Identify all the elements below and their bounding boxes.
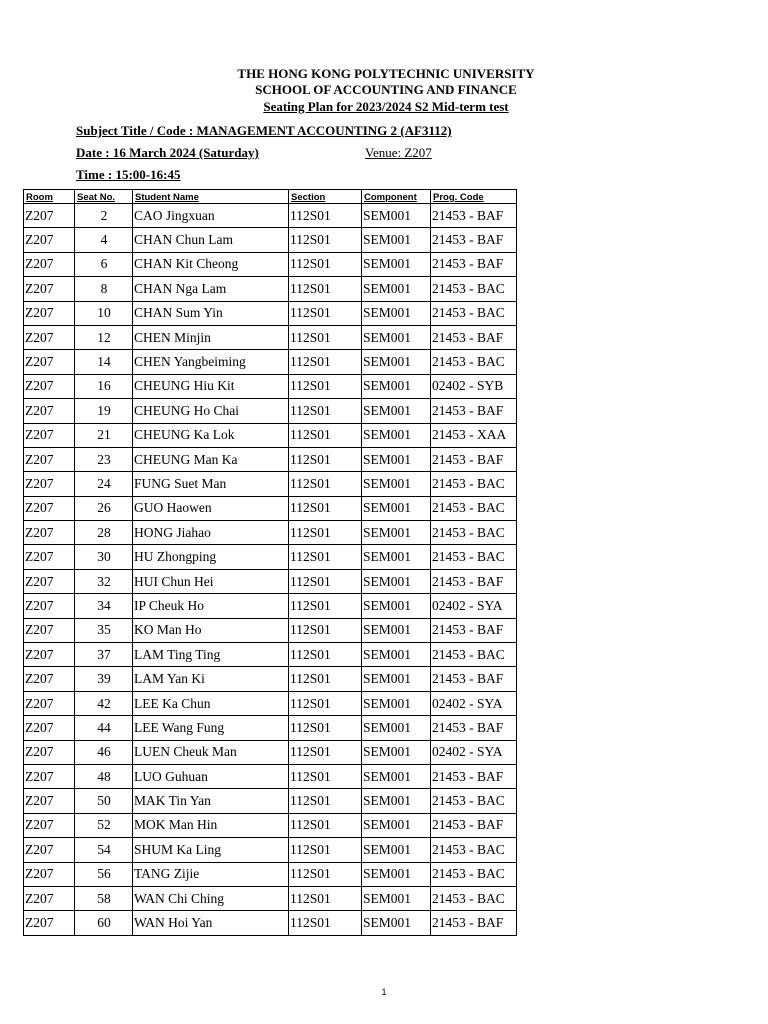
room-cell: Z207 bbox=[24, 789, 75, 813]
table-row bbox=[24, 716, 517, 740]
section-cell: 112S01 bbox=[289, 813, 362, 837]
section-cell: 112S01 bbox=[289, 643, 362, 667]
section-cell: 112S01 bbox=[289, 325, 362, 349]
room-cell: Z207 bbox=[24, 764, 75, 788]
student-name-cell: KO Man Ho bbox=[133, 618, 289, 642]
section-cell: 112S01 bbox=[289, 691, 362, 715]
table-row bbox=[24, 862, 517, 886]
component-cell: SEM001 bbox=[362, 911, 431, 935]
seat-no-cell: 48 bbox=[75, 764, 133, 788]
component-cell: SEM001 bbox=[362, 325, 431, 349]
component-cell: SEM001 bbox=[362, 204, 431, 228]
section-cell: 112S01 bbox=[289, 667, 362, 691]
page-number: 1 bbox=[381, 987, 387, 997]
seat-no-cell: 52 bbox=[75, 813, 133, 837]
room-cell: Z207 bbox=[24, 350, 75, 374]
table-row bbox=[24, 423, 517, 447]
room-cell: Z207 bbox=[24, 472, 75, 496]
room-cell: Z207 bbox=[24, 447, 75, 471]
student-name-cell: HUI Chun Hei bbox=[133, 569, 289, 593]
table-row bbox=[24, 594, 517, 618]
prog-code-cell: 21453 - BAF bbox=[431, 252, 517, 276]
seat-no-cell: 58 bbox=[75, 886, 133, 910]
seat-no-cell: 12 bbox=[75, 325, 133, 349]
component-cell: SEM001 bbox=[362, 277, 431, 301]
table-row bbox=[24, 301, 517, 325]
table-row bbox=[24, 374, 517, 398]
component-cell: SEM001 bbox=[362, 594, 431, 618]
column-header-section: Section bbox=[289, 190, 362, 204]
component-cell: SEM001 bbox=[362, 399, 431, 423]
section-cell: 112S01 bbox=[289, 521, 362, 545]
prog-code-cell: 02402 - SYB bbox=[431, 374, 517, 398]
student-name-cell: IP Cheuk Ho bbox=[133, 594, 289, 618]
section-cell: 112S01 bbox=[289, 740, 362, 764]
section-cell: 112S01 bbox=[289, 569, 362, 593]
seat-no-cell: 14 bbox=[75, 350, 133, 374]
component-cell: SEM001 bbox=[362, 350, 431, 374]
section-cell: 112S01 bbox=[289, 374, 362, 398]
component-cell: SEM001 bbox=[362, 862, 431, 886]
seat-no-cell: 46 bbox=[75, 740, 133, 764]
seat-no-cell: 28 bbox=[75, 521, 133, 545]
room-cell: Z207 bbox=[24, 277, 75, 301]
prog-code-cell: 21453 - BAC bbox=[431, 472, 517, 496]
component-cell: SEM001 bbox=[362, 667, 431, 691]
room-cell: Z207 bbox=[24, 691, 75, 715]
seating-table bbox=[23, 189, 517, 936]
seating-plan-title: Seating Plan for 2023/2024 S2 Mid-term test bbox=[263, 99, 509, 114]
student-name-cell: TANG Zijie bbox=[133, 862, 289, 886]
seat-no-cell: 23 bbox=[75, 447, 133, 471]
room-cell: Z207 bbox=[24, 228, 75, 252]
table-row bbox=[24, 350, 517, 374]
section-cell: 112S01 bbox=[289, 350, 362, 374]
student-name-cell: CHEUNG Ho Chai bbox=[133, 399, 289, 423]
column-header-room: Room bbox=[24, 190, 75, 204]
section-cell: 112S01 bbox=[289, 838, 362, 862]
component-cell: SEM001 bbox=[362, 813, 431, 837]
section-cell: 112S01 bbox=[289, 716, 362, 740]
table-row bbox=[24, 911, 517, 935]
column-header-component: Component bbox=[362, 190, 431, 204]
seat-no-cell: 56 bbox=[75, 862, 133, 886]
prog-code-cell: 21453 - BAF bbox=[431, 204, 517, 228]
student-name-cell: CHAN Kit Cheong bbox=[133, 252, 289, 276]
table-row bbox=[24, 886, 517, 910]
component-cell: SEM001 bbox=[362, 252, 431, 276]
student-name-cell: LUO Guhuan bbox=[133, 764, 289, 788]
prog-code-cell: 21453 - BAC bbox=[431, 277, 517, 301]
student-name-cell: HU Zhongping bbox=[133, 545, 289, 569]
prog-code-cell: 21453 - BAC bbox=[431, 301, 517, 325]
room-cell: Z207 bbox=[24, 569, 75, 593]
prog-code-cell: 21453 - BAC bbox=[431, 886, 517, 910]
table-row bbox=[24, 789, 517, 813]
table-header-row bbox=[24, 190, 517, 204]
table-row bbox=[24, 764, 517, 788]
exam-time: Time : 15:00-16:45 bbox=[76, 167, 181, 182]
student-name-cell: CHEN Yangbeiming bbox=[133, 350, 289, 374]
student-name-cell: CHAN Nga Lam bbox=[133, 277, 289, 301]
table-row bbox=[24, 569, 517, 593]
room-cell: Z207 bbox=[24, 325, 75, 349]
student-name-cell: HONG Jiahao bbox=[133, 521, 289, 545]
table-row bbox=[24, 521, 517, 545]
student-name-cell: WAN Chi Ching bbox=[133, 886, 289, 910]
seat-no-cell: 32 bbox=[75, 569, 133, 593]
room-cell: Z207 bbox=[24, 545, 75, 569]
table-row bbox=[24, 618, 517, 642]
table-row bbox=[24, 399, 517, 423]
prog-code-cell: 21453 - BAC bbox=[431, 643, 517, 667]
seat-no-cell: 44 bbox=[75, 716, 133, 740]
student-name-cell: FUNG Suet Man bbox=[133, 472, 289, 496]
section-cell: 112S01 bbox=[289, 399, 362, 423]
student-name-cell: CHEUNG Hiu Kit bbox=[133, 374, 289, 398]
component-cell: SEM001 bbox=[362, 228, 431, 252]
column-header-seat-no: Seat No. bbox=[75, 190, 133, 204]
seat-no-cell: 50 bbox=[75, 789, 133, 813]
room-cell: Z207 bbox=[24, 496, 75, 520]
column-header-student-name: Student Name bbox=[133, 190, 289, 204]
prog-code-cell: 21453 - BAC bbox=[431, 496, 517, 520]
component-cell: SEM001 bbox=[362, 521, 431, 545]
room-cell: Z207 bbox=[24, 374, 75, 398]
room-cell: Z207 bbox=[24, 594, 75, 618]
component-cell: SEM001 bbox=[362, 716, 431, 740]
prog-code-cell: 21453 - XAA bbox=[431, 423, 517, 447]
table-row bbox=[24, 204, 517, 228]
seat-no-cell: 35 bbox=[75, 618, 133, 642]
component-cell: SEM001 bbox=[362, 301, 431, 325]
student-name-cell: LUEN Cheuk Man bbox=[133, 740, 289, 764]
component-cell: SEM001 bbox=[362, 740, 431, 764]
room-cell: Z207 bbox=[24, 301, 75, 325]
room-cell: Z207 bbox=[24, 521, 75, 545]
subject-title-code: Subject Title / Code : MANAGEMENT ACCOUNTING 2 (AF3112) bbox=[76, 123, 452, 138]
student-name-cell: LAM Ting Ting bbox=[133, 643, 289, 667]
seat-no-cell: 8 bbox=[75, 277, 133, 301]
prog-code-cell: 21453 - BAC bbox=[431, 350, 517, 374]
table-row bbox=[24, 228, 517, 252]
seat-no-cell: 21 bbox=[75, 423, 133, 447]
component-cell: SEM001 bbox=[362, 789, 431, 813]
student-name-cell: CHAN Sum Yin bbox=[133, 301, 289, 325]
room-cell: Z207 bbox=[24, 643, 75, 667]
prog-code-cell: 21453 - BAC bbox=[431, 862, 517, 886]
room-cell: Z207 bbox=[24, 862, 75, 886]
section-cell: 112S01 bbox=[289, 301, 362, 325]
table-row bbox=[24, 277, 517, 301]
prog-code-cell: 02402 - SYA bbox=[431, 740, 517, 764]
component-cell: SEM001 bbox=[362, 886, 431, 910]
seat-no-cell: 2 bbox=[75, 204, 133, 228]
seat-no-cell: 6 bbox=[75, 252, 133, 276]
seat-no-cell: 54 bbox=[75, 838, 133, 862]
component-cell: SEM001 bbox=[362, 423, 431, 447]
section-cell: 112S01 bbox=[289, 862, 362, 886]
prog-code-cell: 21453 - BAF bbox=[431, 716, 517, 740]
section-cell: 112S01 bbox=[289, 447, 362, 471]
component-cell: SEM001 bbox=[362, 545, 431, 569]
section-cell: 112S01 bbox=[289, 911, 362, 935]
component-cell: SEM001 bbox=[362, 618, 431, 642]
prog-code-cell: 21453 - BAC bbox=[431, 521, 517, 545]
prog-code-cell: 21453 - BAF bbox=[431, 569, 517, 593]
room-cell: Z207 bbox=[24, 204, 75, 228]
prog-code-cell: 21453 - BAF bbox=[431, 399, 517, 423]
component-cell: SEM001 bbox=[362, 447, 431, 471]
table-row bbox=[24, 667, 517, 691]
component-cell: SEM001 bbox=[362, 374, 431, 398]
student-name-cell: CAO Jingxuan bbox=[133, 204, 289, 228]
table-row bbox=[24, 325, 517, 349]
component-cell: SEM001 bbox=[362, 472, 431, 496]
exam-date: Date : 16 March 2024 (Saturday) bbox=[76, 145, 259, 160]
table-row bbox=[24, 545, 517, 569]
student-name-cell: CHAN Chun Lam bbox=[133, 228, 289, 252]
seat-no-cell: 26 bbox=[75, 496, 133, 520]
component-cell: SEM001 bbox=[362, 764, 431, 788]
room-cell: Z207 bbox=[24, 813, 75, 837]
room-cell: Z207 bbox=[24, 252, 75, 276]
prog-code-cell: 02402 - SYA bbox=[431, 594, 517, 618]
student-name-cell: LEE Ka Chun bbox=[133, 691, 289, 715]
seat-no-cell: 10 bbox=[75, 301, 133, 325]
student-name-cell: MAK Tin Yan bbox=[133, 789, 289, 813]
prog-code-cell: 21453 - BAC bbox=[431, 838, 517, 862]
seat-no-cell: 42 bbox=[75, 691, 133, 715]
seat-no-cell: 37 bbox=[75, 643, 133, 667]
seat-no-cell: 4 bbox=[75, 228, 133, 252]
room-cell: Z207 bbox=[24, 716, 75, 740]
table-row bbox=[24, 691, 517, 715]
component-cell: SEM001 bbox=[362, 691, 431, 715]
section-cell: 112S01 bbox=[289, 618, 362, 642]
prog-code-cell: 21453 - BAC bbox=[431, 789, 517, 813]
table-row bbox=[24, 252, 517, 276]
prog-code-cell: 21453 - BAF bbox=[431, 667, 517, 691]
table-row bbox=[24, 472, 517, 496]
table-row bbox=[24, 496, 517, 520]
component-cell: SEM001 bbox=[362, 496, 431, 520]
section-cell: 112S01 bbox=[289, 764, 362, 788]
seat-no-cell: 39 bbox=[75, 667, 133, 691]
seat-no-cell: 30 bbox=[75, 545, 133, 569]
prog-code-cell: 21453 - BAF bbox=[431, 764, 517, 788]
seat-no-cell: 16 bbox=[75, 374, 133, 398]
component-cell: SEM001 bbox=[362, 569, 431, 593]
exam-venue: Venue: Z207 bbox=[365, 145, 432, 160]
table-row bbox=[24, 838, 517, 862]
section-cell: 112S01 bbox=[289, 545, 362, 569]
section-cell: 112S01 bbox=[289, 277, 362, 301]
seat-no-cell: 60 bbox=[75, 911, 133, 935]
seat-no-cell: 19 bbox=[75, 399, 133, 423]
room-cell: Z207 bbox=[24, 838, 75, 862]
student-name-cell: LAM Yan Ki bbox=[133, 667, 289, 691]
student-name-cell: LEE Wang Fung bbox=[133, 716, 289, 740]
section-cell: 112S01 bbox=[289, 472, 362, 496]
prog-code-cell: 21453 - BAF bbox=[431, 325, 517, 349]
seat-no-cell: 24 bbox=[75, 472, 133, 496]
section-cell: 112S01 bbox=[289, 789, 362, 813]
section-cell: 112S01 bbox=[289, 204, 362, 228]
student-name-cell: CHEN Minjin bbox=[133, 325, 289, 349]
room-cell: Z207 bbox=[24, 399, 75, 423]
room-cell: Z207 bbox=[24, 667, 75, 691]
seating-table-body bbox=[24, 204, 517, 936]
prog-code-cell: 02402 - SYA bbox=[431, 691, 517, 715]
seat-no-cell: 34 bbox=[75, 594, 133, 618]
prog-code-cell: 21453 - BAC bbox=[431, 545, 517, 569]
section-cell: 112S01 bbox=[289, 252, 362, 276]
room-cell: Z207 bbox=[24, 886, 75, 910]
room-cell: Z207 bbox=[24, 740, 75, 764]
prog-code-cell: 21453 - BAF bbox=[431, 228, 517, 252]
section-cell: 112S01 bbox=[289, 886, 362, 910]
student-name-cell: CHEUNG Man Ka bbox=[133, 447, 289, 471]
room-cell: Z207 bbox=[24, 618, 75, 642]
prog-code-cell: 21453 - BAF bbox=[431, 618, 517, 642]
room-cell: Z207 bbox=[24, 911, 75, 935]
student-name-cell: SHUM Ka Ling bbox=[133, 838, 289, 862]
component-cell: SEM001 bbox=[362, 838, 431, 862]
school-name: SCHOOL OF ACCOUNTING AND FINANCE bbox=[255, 82, 517, 97]
prog-code-cell: 21453 - BAF bbox=[431, 813, 517, 837]
university-name: THE HONG KONG POLYTECHNIC UNIVERSITY bbox=[237, 66, 535, 81]
section-cell: 112S01 bbox=[289, 228, 362, 252]
section-cell: 112S01 bbox=[289, 496, 362, 520]
student-name-cell: CHEUNG Ka Lok bbox=[133, 423, 289, 447]
student-name-cell: MOK Man Hin bbox=[133, 813, 289, 837]
section-cell: 112S01 bbox=[289, 423, 362, 447]
student-name-cell: WAN Hoi Yan bbox=[133, 911, 289, 935]
student-name-cell: GUO Haowen bbox=[133, 496, 289, 520]
table-row bbox=[24, 813, 517, 837]
component-cell: SEM001 bbox=[362, 643, 431, 667]
prog-code-cell: 21453 - BAF bbox=[431, 447, 517, 471]
table-row bbox=[24, 447, 517, 471]
room-cell: Z207 bbox=[24, 423, 75, 447]
prog-code-cell: 21453 - BAF bbox=[431, 911, 517, 935]
column-header-prog-code: Prog. Code bbox=[431, 190, 517, 204]
table-row bbox=[24, 740, 517, 764]
section-cell: 112S01 bbox=[289, 594, 362, 618]
table-row bbox=[24, 643, 517, 667]
